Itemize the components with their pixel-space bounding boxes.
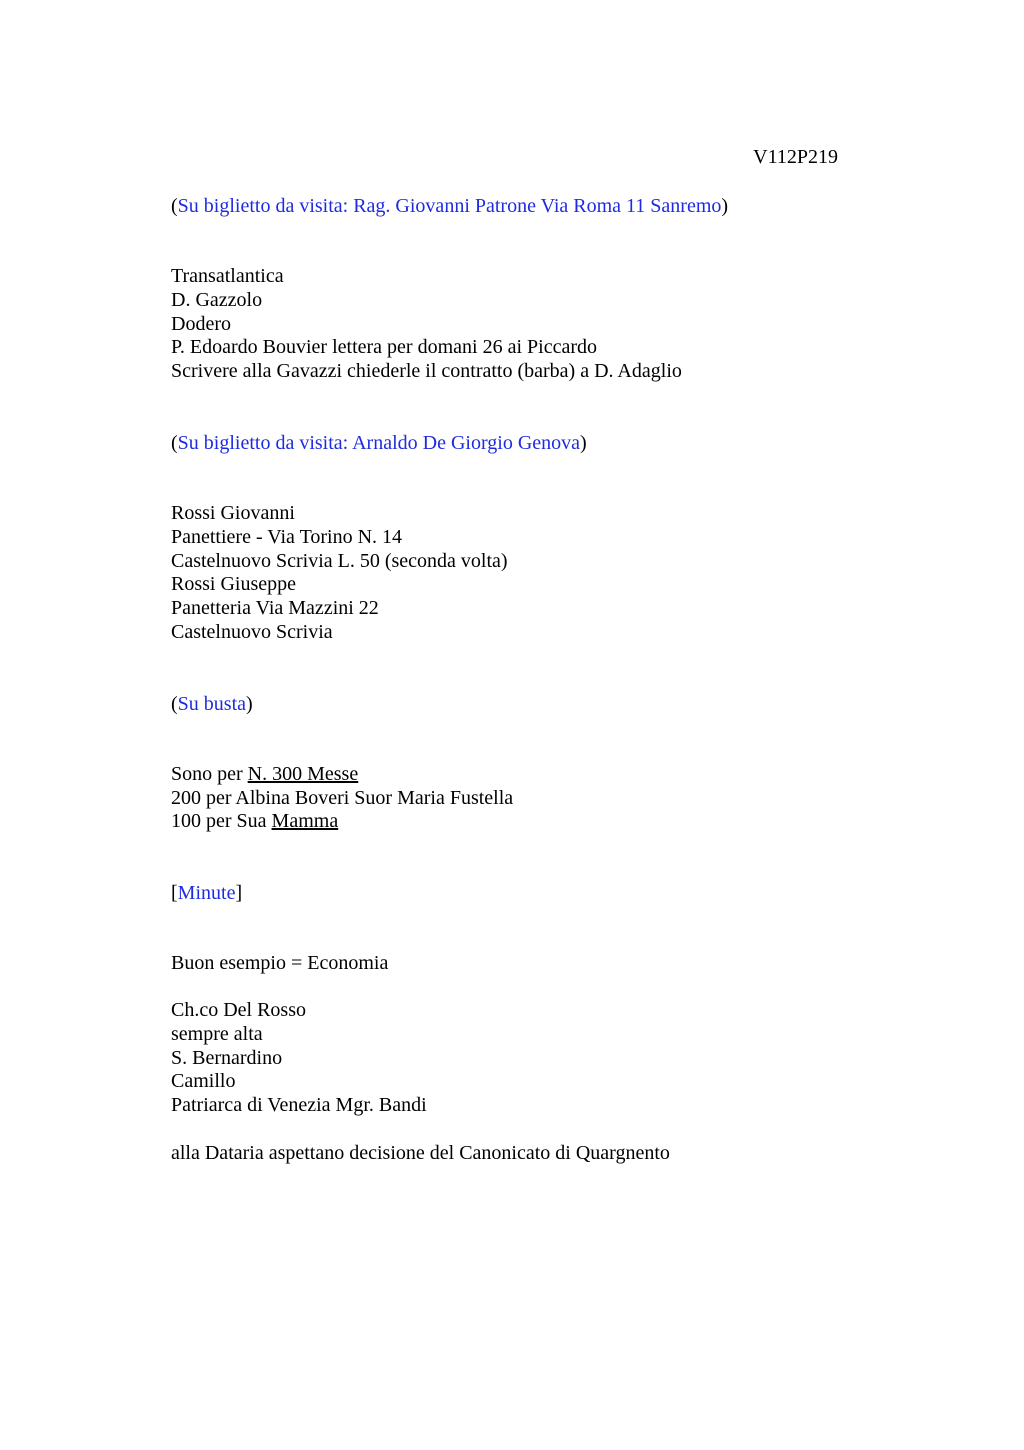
text-line: Castelnuovo Scrivia <box>171 620 333 643</box>
text-block-2 <box>171 502 851 645</box>
editorial-note-visiting-card-1: (Su biglietto da visita: Rag. Giovanni Patrone Via Roma 11 Sanremo) <box>171 195 729 217</box>
text-line: Camillo <box>171 1070 236 1093</box>
text-line: Panettiere - Via Torino N. 14 <box>171 525 403 548</box>
text-line: Transatlantica <box>171 265 284 287</box>
note-text: Su busta <box>177 692 247 715</box>
document-body <box>171 194 851 1166</box>
page-identifier: V112P219 <box>753 146 838 168</box>
text-line: 200 per Albina Boveri Suor Maria Fustella <box>171 786 514 809</box>
text-line: P. Edoardo Bouvier lettera per domani 26 ai Piccardo <box>171 336 597 359</box>
text-line: Scrivere alla Gavazzi chiederle il contratto (barba) a D. Adaglio <box>171 360 682 383</box>
text-line: 100 per Sua Mamma <box>171 810 339 833</box>
closing-line: alla Dataria aspettano decisione del Canonicato di Quargnento <box>171 1141 670 1164</box>
editorial-note-visiting-card-2: (Su biglietto da visita: Arnaldo De Giorgio Genova) <box>171 431 587 454</box>
underlined-text: N. 300 Messe <box>247 762 359 785</box>
text-block-4 <box>171 952 851 1166</box>
text-line: sempre alta <box>171 1022 263 1045</box>
heading-line: Buon esempio = Economia <box>171 952 389 975</box>
names-list <box>171 999 851 1118</box>
text-line: Rossi Giuseppe <box>171 573 296 596</box>
text-block-3 <box>171 763 851 834</box>
text-line: Castelnuovo Scrivia L. 50 (seconda volta) <box>171 549 508 572</box>
editorial-note-minute: [Minute] <box>171 882 243 905</box>
text-line: Dodero <box>171 312 231 335</box>
note-text: Su biglietto da visita: Arnaldo De Giorgio Genova <box>177 431 581 454</box>
text-line: Patriarca di Venezia Mgr. Bandi <box>171 1094 427 1117</box>
text-line: D. Gazzolo <box>171 288 263 311</box>
note-text: Minute <box>177 882 236 905</box>
text-line: Panetteria Via Mazzini 22 <box>171 597 379 620</box>
text-line: Sono per N. 300 Messe <box>171 762 359 785</box>
note-text: Su biglietto da visita: Rag. Giovanni Patrone Via Roma 11 Sanremo <box>177 195 722 217</box>
text-line: Ch.co Del Rosso <box>171 998 306 1021</box>
text-block-1 <box>171 265 851 384</box>
editorial-note-envelope: (Su busta) <box>171 692 253 715</box>
text-line: Rossi Giovanni <box>171 501 295 524</box>
text-line: S. Bernardino <box>171 1046 283 1069</box>
underlined-text: Mamma <box>271 810 339 833</box>
